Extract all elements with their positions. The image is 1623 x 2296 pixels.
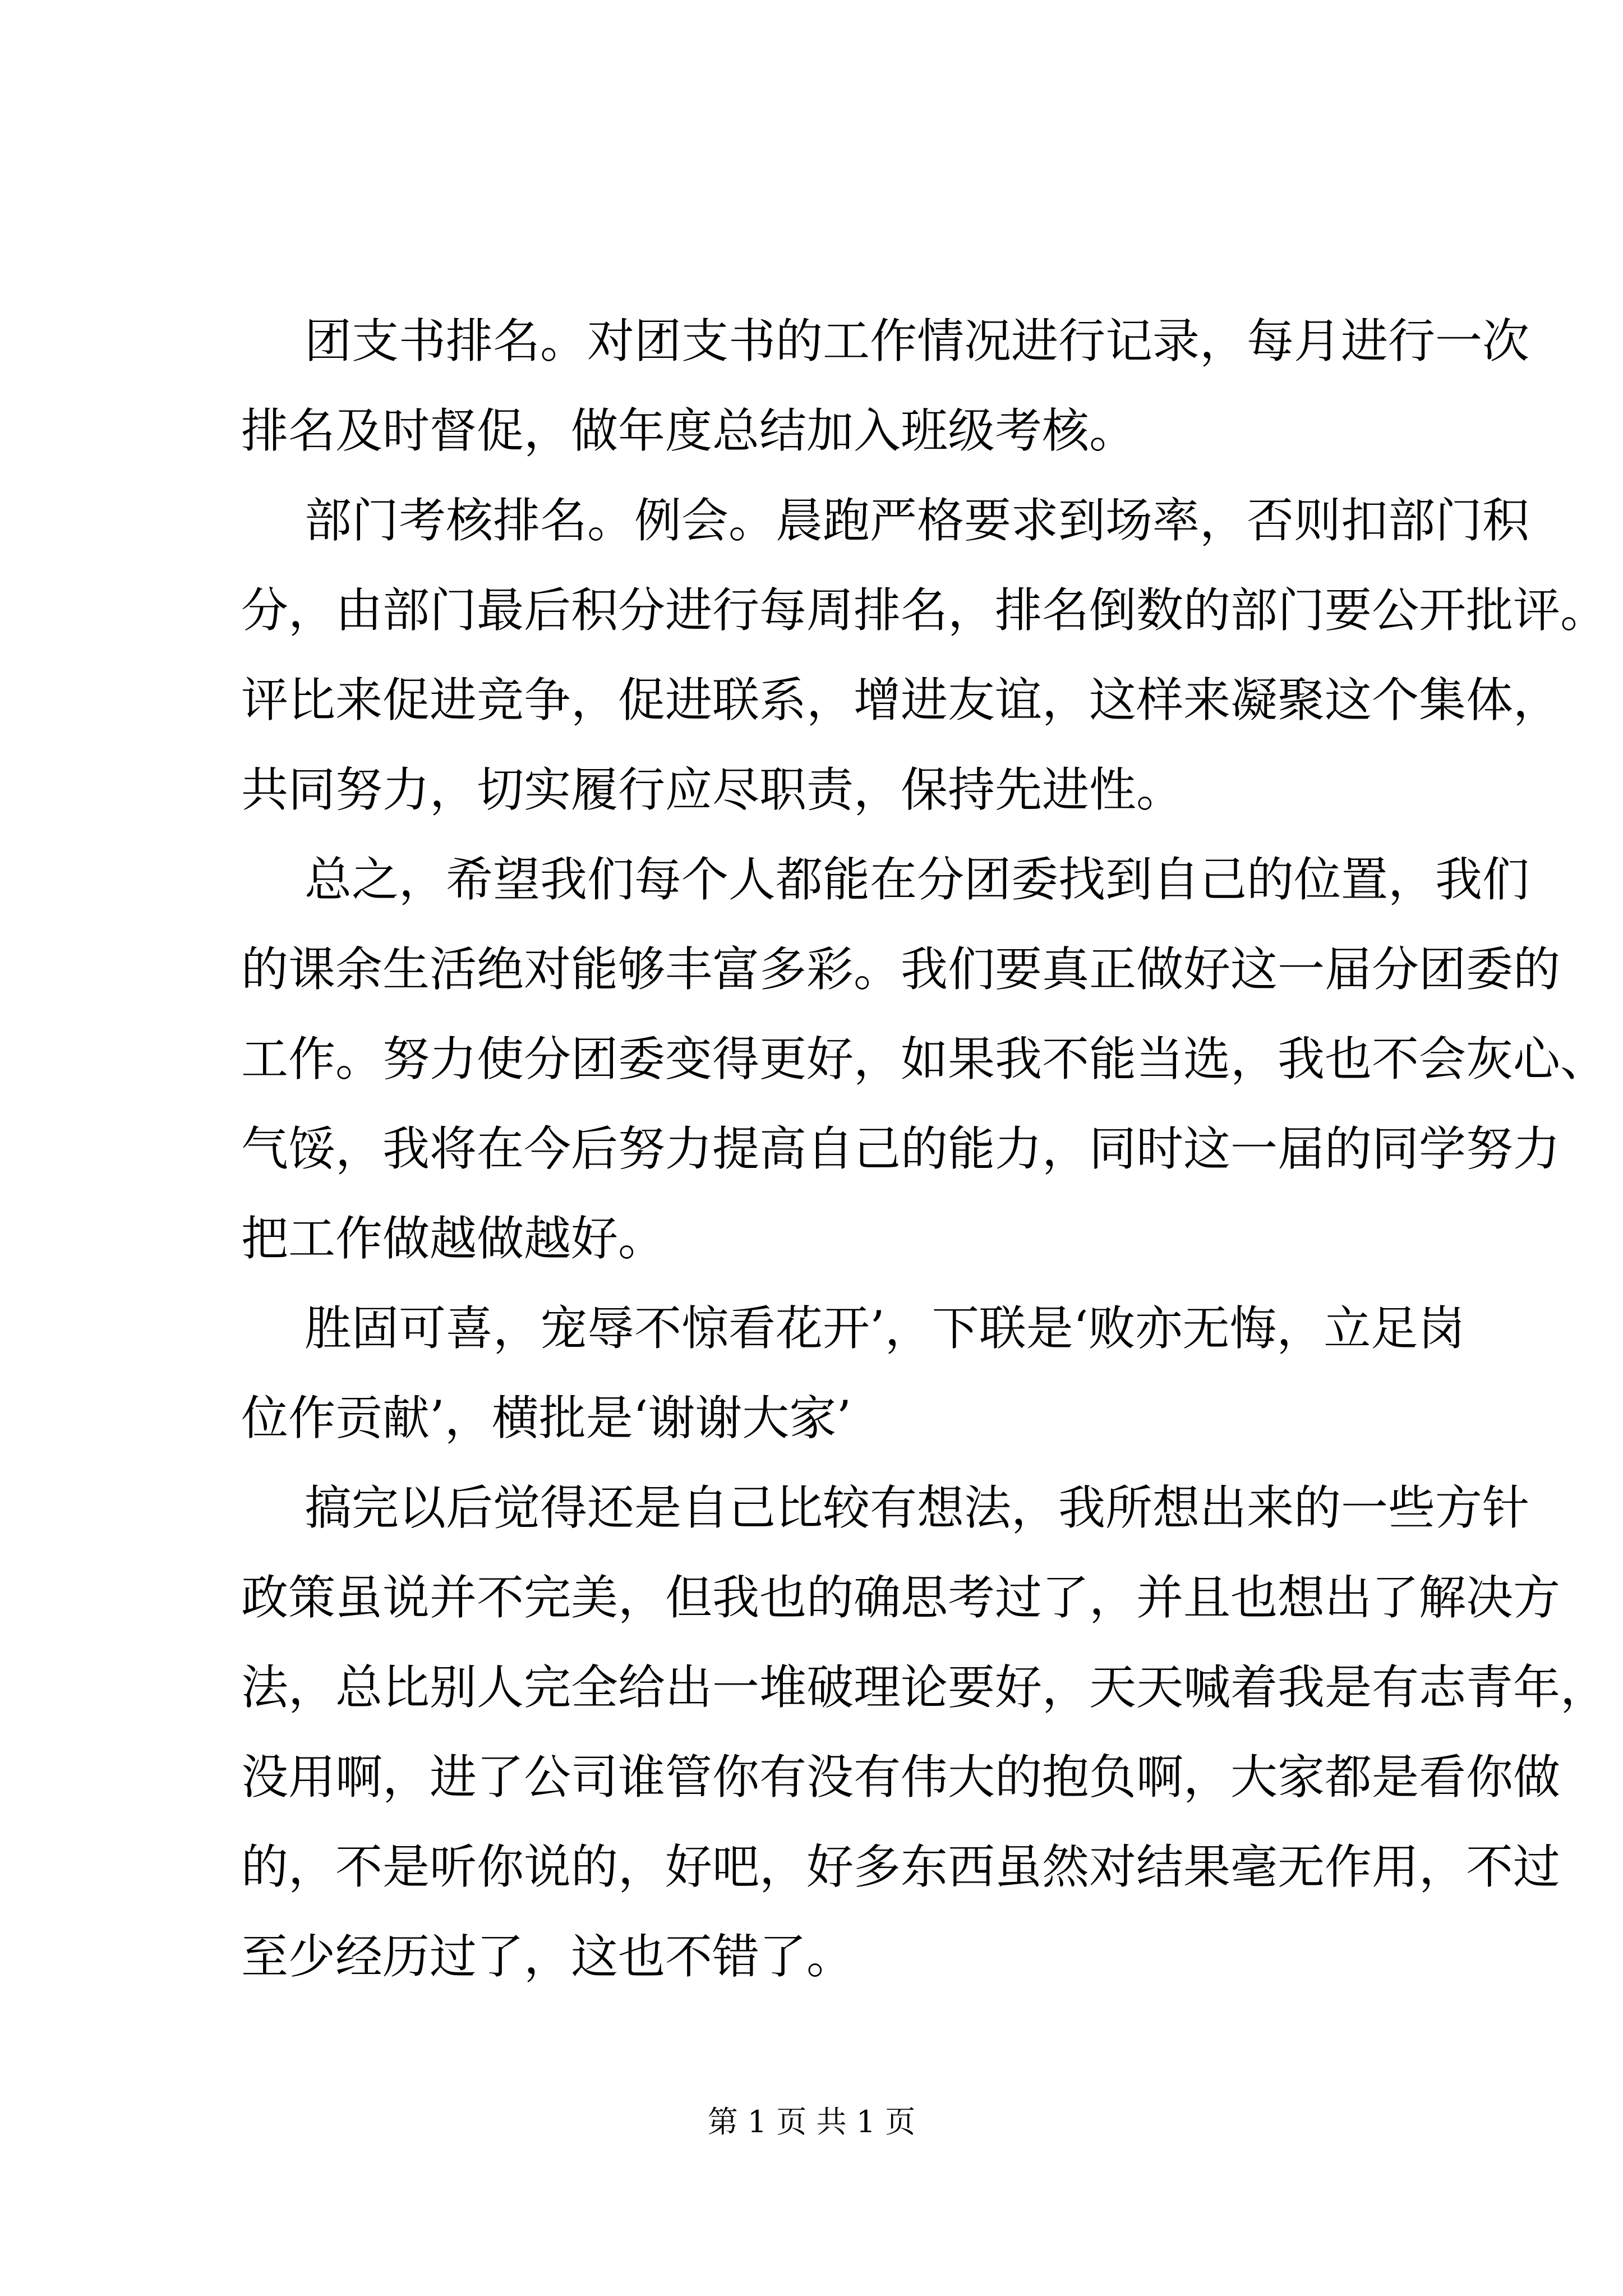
text-line: 评比来促进竞争，促进联系，增进友谊，这样来凝聚这个集体， <box>241 673 1561 728</box>
text-line: 气馁，我将在今后努力提高自己的能力，同时这一届的同学努力 <box>241 1121 1561 1176</box>
text-line: 的，不是听你说的，好吧，好多东西虽然对结果毫无作用，不过 <box>241 1839 1561 1894</box>
text-line: 分，由部门最后积分进行每周排名，排名倒数的部门要公开批评。 <box>241 583 1608 638</box>
text-line: 部门考核排名。例会。晨跑严格要求到场率，否则扣部门积 <box>305 493 1530 548</box>
text-line: 法，总比别人完全给出一堆破理论要好，天天喊着我是有志青年， <box>241 1660 1608 1715</box>
document-body <box>241 296 1608 2001</box>
text-line: 位作贡献’，横批是‘谢谢大家’ <box>241 1391 852 1446</box>
text-line: 至少经历过了，这也不错了。 <box>241 1929 854 1984</box>
text-line: 没用啊，进了公司谁管你有没有伟大的抱负啊，大家都是看你做 <box>241 1750 1561 1805</box>
text-line: 共同努力，切实履行应尽职责，保持先进性。 <box>241 762 1184 817</box>
text-line: 排名及时督促，做年度总结加入班级考核。 <box>241 403 1137 458</box>
text-line: 政策虽说并不完美，但我也的确思考过了，并且也想出了解决方 <box>241 1570 1561 1625</box>
text-line: 的课余生活绝对能够丰富多彩。我们要真正做好这一届分团委的 <box>241 942 1561 997</box>
page-footer: 第 1 页 共 1 页 <box>707 2104 916 2139</box>
text-line: 工作。努力使分团委变得更好，如果我不能当选，我也不会灰心、 <box>241 1032 1608 1087</box>
text-line: 总之，希望我们每个人都能在分团委找到自己的位置，我们 <box>305 852 1530 907</box>
text-line: 团支书排名。对团支书的工作情况进行记录，每月进行一次 <box>305 314 1530 369</box>
text-line: 胜固可喜，宠辱不惊看花开’，下联是‘败亦无悔，立足岗 <box>305 1301 1465 1356</box>
text-line: 把工作做越做越好。 <box>241 1211 666 1266</box>
text-line: 搞完以后觉得还是自己比较有想法，我所想出来的一些方针 <box>305 1480 1530 1535</box>
